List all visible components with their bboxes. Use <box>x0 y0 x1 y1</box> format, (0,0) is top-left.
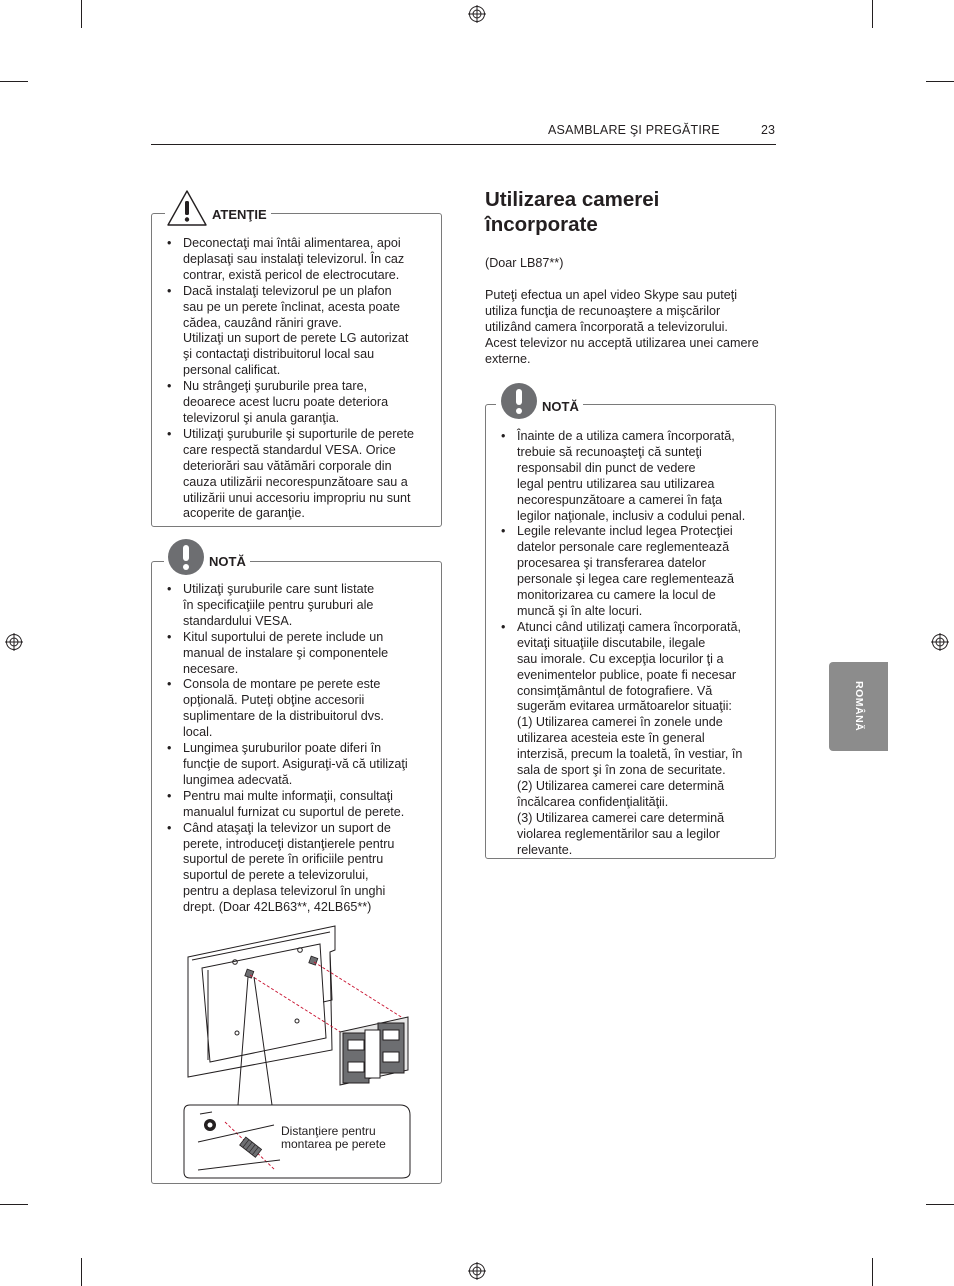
list-item: • Înainte de a utiliza camera încorporată, trebuie să recunoaşteţi că sunteţi responsabil din punct de vedere legal pentru utilizarea sau utilizarea necorespunzătoare a camerei în faţa legilor naţionale, inclusiv a codului penal. <box>501 429 769 524</box>
crop-mark <box>872 0 873 28</box>
crop-mark <box>81 0 82 28</box>
list-item: • Consola de montare pe perete este opţională. Puteţi obţine accesorii suplimentare de la distribuitorul dvs. local. <box>167 677 435 741</box>
registration-mark-icon <box>931 633 949 651</box>
header-divider <box>151 144 776 145</box>
model-note: (Doar LB87**) <box>485 256 564 270</box>
registration-mark-icon <box>5 633 23 651</box>
list-item: • Pentru mai multe informaţii, consultaţi manualul furnizat cu suportul de perete. <box>167 789 435 821</box>
list-item: • Utilizaţi şuruburile şi suporturile de perete care respectă standardul VESA. Orice deteriorări sau vătămări corporale din cauza utilizării necorespunzătoare sau a utilizării unui accesoriu impropriu nu sunt acoperite de garanţie. <box>167 427 435 522</box>
crop-mark <box>926 81 954 82</box>
crop-mark <box>872 1258 873 1286</box>
note-right-title: NOTĂ <box>538 399 583 414</box>
list-item: • Atunci când utilizaţi camera încorporată, evitaţi situaţiile discutabile, ilegale sau imorale. Cu excepţia locurilor ţi a evenimentelor publice, poate fi necesar consimţământul de fotografiere. Vă sugerăm evitarea următoarelor situaţii: (1) Utilizarea camerei în zonele unde utilizarea acesteia este în general interzisă, precum la toaletă, în vestiar, în sala de sport şi în zona de securitate. (2) Utilizarea camerei care determină încălcarea confidenţialităţii. (3) Utilizarea camerei care determină violarea reglementărilor sau a legilor relevante. <box>501 620 769 859</box>
note-left-list <box>167 582 435 916</box>
list-item: • Dacă instalaţi televizorul pe un plafon sau pe un perete înclinat, acesta poate cădea, cauzând răniri grave. Utilizaţi un suport de perete LG autorizat şi contactaţi distribuitorul local sau personal calificat. <box>167 284 435 379</box>
crop-mark <box>0 1204 28 1205</box>
note-left-title: NOTĂ <box>205 554 250 569</box>
language-tab-label: ROMÂNĂ <box>853 681 865 732</box>
registration-mark-icon <box>468 1262 486 1280</box>
section-heading: Utilizarea camerei încorporate <box>485 188 660 236</box>
attention-title: ATENŢIE <box>208 207 271 222</box>
list-item: • Lungimea şuruburilor poate diferi în funcţie de suport. Asiguraţi-vă că utilizaţi lungimea adecvată. <box>167 741 435 789</box>
list-item: • Deconectaţi mai întâi alimentarea, apoi deplasaţi sau instalaţi televizorul. În caz contrar, există pericol de electrocutare. <box>167 236 435 284</box>
crop-mark <box>81 1258 82 1286</box>
crop-mark <box>926 1204 954 1205</box>
note-icon <box>501 383 537 419</box>
header-section-title: ASAMBLARE ŞI PREGĂTIRE <box>548 123 720 137</box>
list-item: • Nu strângeţi şuruburile prea tare, deoarece acest lucru poate deteriora televizorul şi anula garanţia. <box>167 379 435 427</box>
crop-mark <box>0 81 28 82</box>
note-icon <box>168 539 204 575</box>
list-item: • Utilizaţi şuruburile care sunt listate în specificaţiile pentru şuruburi ale standardului VESA. <box>167 582 435 630</box>
list-item: • Când ataşaţi la televizor un suport de perete, introduceţi distanţierele pentru suportul de perete în orificiile pentru suportul de perete a televizorului, pentru a deplasa televizorul în unghi drept. (Doar 42LB63**, 42LB65**) <box>167 821 435 916</box>
intro-paragraph: Puteţi efectua un apel video Skype sau puteţi utiliza funcţia de recunoaştere a mişcărilor utilizând camera încorporată a televizorului. Acest televizor nu acceptă utilizarea unei camere externe. <box>485 288 759 366</box>
page-number: 23 <box>761 123 775 137</box>
attention-list <box>167 236 435 522</box>
note-right-list <box>501 429 769 858</box>
registration-mark-icon <box>468 5 486 23</box>
list-item: • Kitul suportului de perete include un manual de instalare şi componentele necesare. <box>167 630 435 678</box>
diagram-caption: Distanţiere pentru montarea pe perete <box>281 1124 386 1151</box>
warning-triangle-icon <box>165 188 209 228</box>
list-item: • Legile relevante includ legea Protecţiei datelor personale care reglementează procesarea şi transferarea datelor personale şi legea care reglementează monitorizarea cu camere la locul de muncă şi în alte locuri. <box>501 524 769 619</box>
